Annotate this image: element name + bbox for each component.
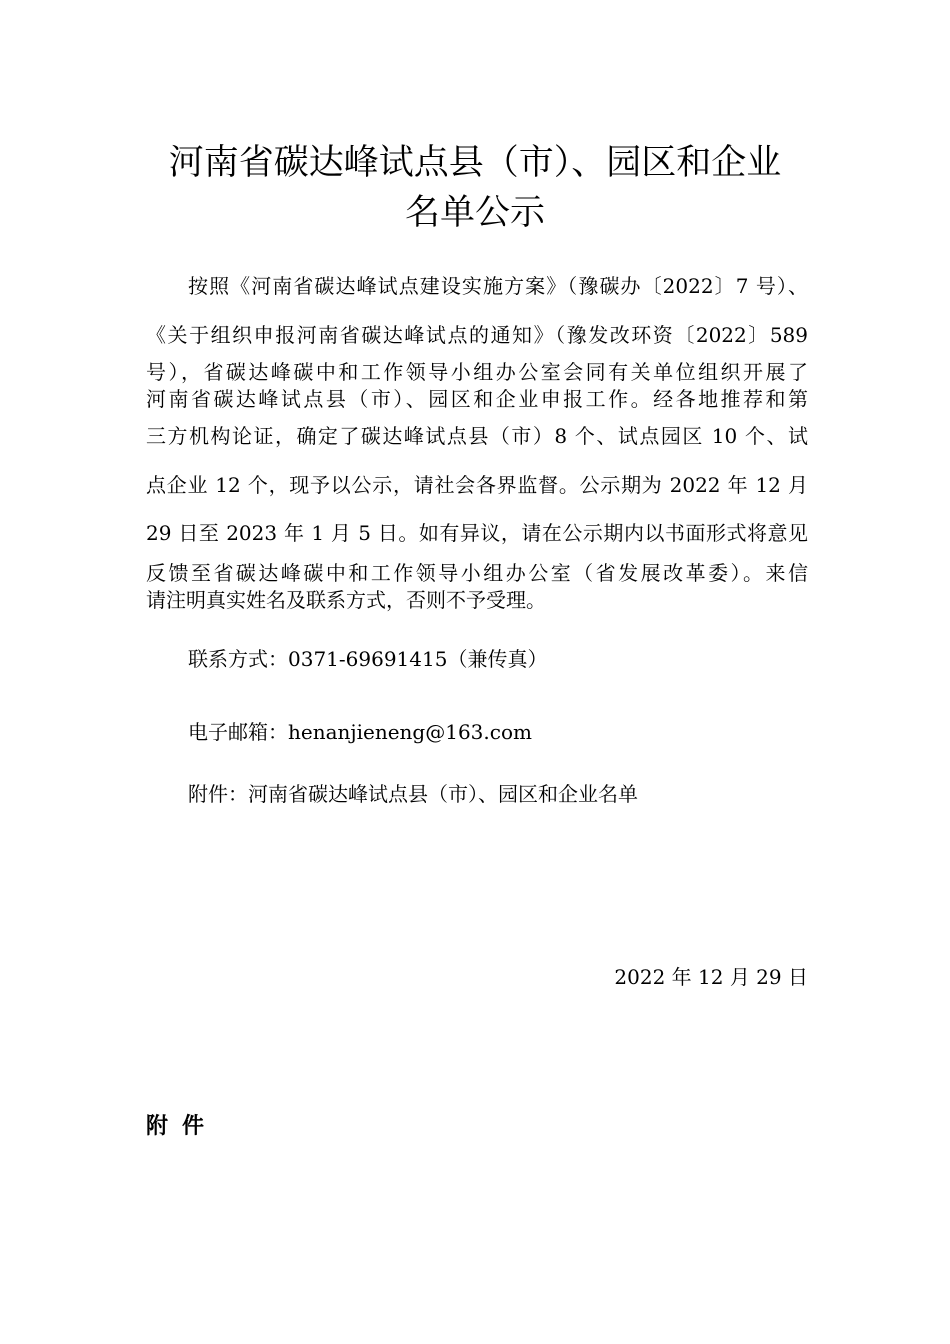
body-line-9: 请注明真实姓名及联系方式，否则不予受理。 <box>146 588 546 612</box>
body-line-5: 三方机构论证，确定了碳达峰试点县（市）8 个、试点园区 10 个、试 <box>146 424 808 448</box>
body-line-2: 《关于组织申报河南省碳达峰试点的通知》（豫发改环资〔2022〕589 <box>146 323 808 347</box>
body-line-3: 号），省碳达峰碳中和工作领导小组办公室会同有关单位组织开展了 <box>146 360 808 384</box>
body-line-6: 点企业 12 个，现予以公示，请社会各界监督。公示期为 2022 年 12 月 <box>146 473 808 497</box>
body-line-8: 反馈至省碳达峰碳中和工作领导小组办公室（省发展改革委）。来信 <box>146 561 808 585</box>
contact-phone: 联系方式：0371-69691415（兼传真） <box>188 647 548 671</box>
body-line-4: 河南省碳达峰试点县（市）、园区和企业申报工作。经各地推荐和第 <box>146 387 808 411</box>
document-title-line-2: 名单公示 <box>404 193 545 233</box>
contact-email: 电子邮箱：henanjieneng@163.com <box>188 720 532 744</box>
body-line-1: 按照《河南省碳达峰试点建设实施方案》（豫碳办〔2022〕7 号）、 <box>188 274 808 298</box>
document-title-line-1: 河南省碳达峰试点县（市）、园区和企业 <box>168 143 782 183</box>
document-date: 2022 年 12 月 29 日 <box>614 965 808 989</box>
annex-heading: 附件 <box>146 1113 219 1139</box>
body-line-7: 29 日至 2023 年 1 月 5 日。如有异议，请在公示期内以书面形式将意见 <box>146 521 808 545</box>
attachment-line: 附件：河南省碳达峰试点县（市）、园区和企业名单 <box>188 782 638 806</box>
